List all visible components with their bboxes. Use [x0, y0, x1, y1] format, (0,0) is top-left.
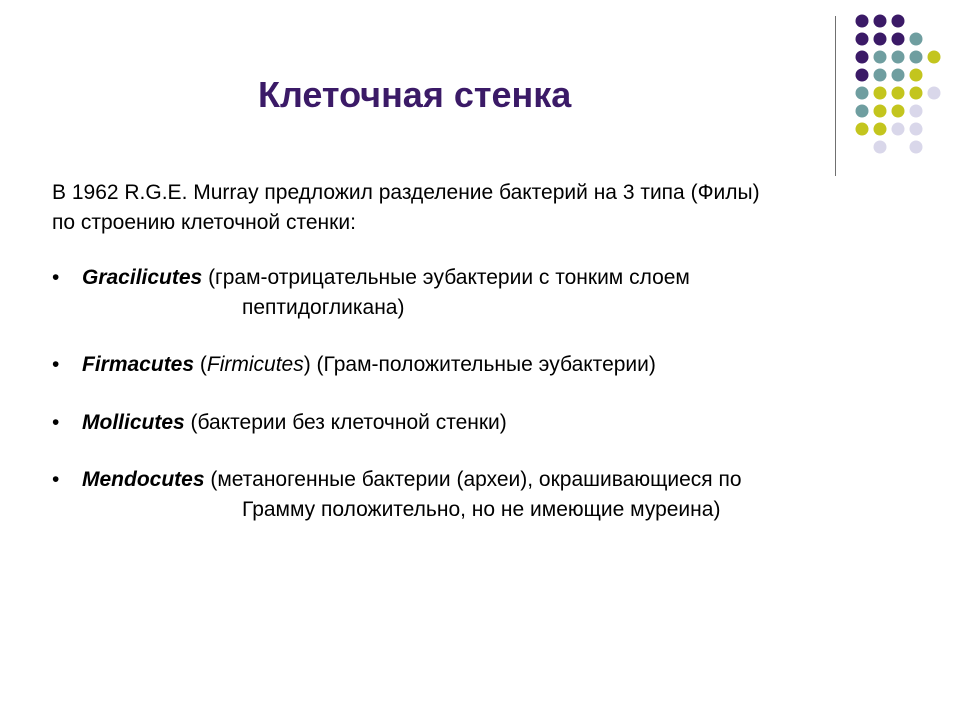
intro-text [52, 178, 760, 238]
decor-dot [910, 33, 923, 46]
term-firmacutes: Firmacutes [82, 353, 195, 376]
decor-dot [892, 87, 905, 100]
decor-dot [874, 51, 887, 64]
decor-dot [910, 69, 923, 82]
description: ) (Грам-положительные эубактерии) [303, 353, 656, 376]
decor-dot [910, 105, 923, 118]
bullet-dot: • [52, 353, 60, 376]
bullet-dot: • [52, 468, 60, 491]
term-gracilicutes: Gracilicutes [82, 266, 203, 289]
decor-dot [856, 123, 869, 136]
decor-dot [892, 51, 905, 64]
decor-dot [874, 123, 887, 136]
decor-dot [892, 105, 905, 118]
term-mollicutes: Mollicutes [82, 411, 185, 434]
decor-dot [856, 51, 869, 64]
decor-dot [874, 33, 887, 46]
decor-dot [856, 69, 869, 82]
description: (бактерии без клеточной стенки) [184, 411, 507, 434]
decor-dot [892, 15, 905, 28]
alt-term-firmicutes: Firmicutes [206, 353, 304, 376]
description-continued: Грамму положительно, но не имеющие муреина) [242, 498, 721, 521]
decor-dot [892, 123, 905, 136]
intro-line-2: по строению клеточной стенки: [52, 211, 356, 234]
decor-dot [910, 87, 923, 100]
decor-dot [874, 141, 887, 154]
decor-dot [856, 87, 869, 100]
decor-dot [928, 51, 941, 64]
term-mendocutes: Mendocutes [82, 468, 205, 491]
intro-line-1: В 1962 R.G.E. Murray предложил разделение бактерий на 3 типа (Филы) [52, 181, 760, 204]
description: (грам-отрицательные эубактерии с тонким слоем [202, 266, 690, 289]
decor-dot [856, 15, 869, 28]
decor-dot [928, 87, 941, 100]
decor-dot [910, 141, 923, 154]
description: (метаногенные бактерии (археи), окрашивающиеся по [204, 468, 742, 491]
decor-dot [892, 33, 905, 46]
paren-open: ( [194, 353, 207, 376]
decor-dot [874, 87, 887, 100]
decor-dot [874, 105, 887, 118]
decor-dot [856, 33, 869, 46]
description-continued: пептидогликана) [242, 296, 405, 319]
bullet-dot: • [52, 411, 60, 434]
decor-dot [910, 123, 923, 136]
decor-dot [910, 51, 923, 64]
decor-dot [874, 15, 887, 28]
bullet-dot: • [52, 266, 60, 289]
decor-dot [892, 69, 905, 82]
decor-dot [856, 105, 869, 118]
slide-title: Клеточная стенка [258, 74, 572, 115]
decor-dot [874, 69, 887, 82]
